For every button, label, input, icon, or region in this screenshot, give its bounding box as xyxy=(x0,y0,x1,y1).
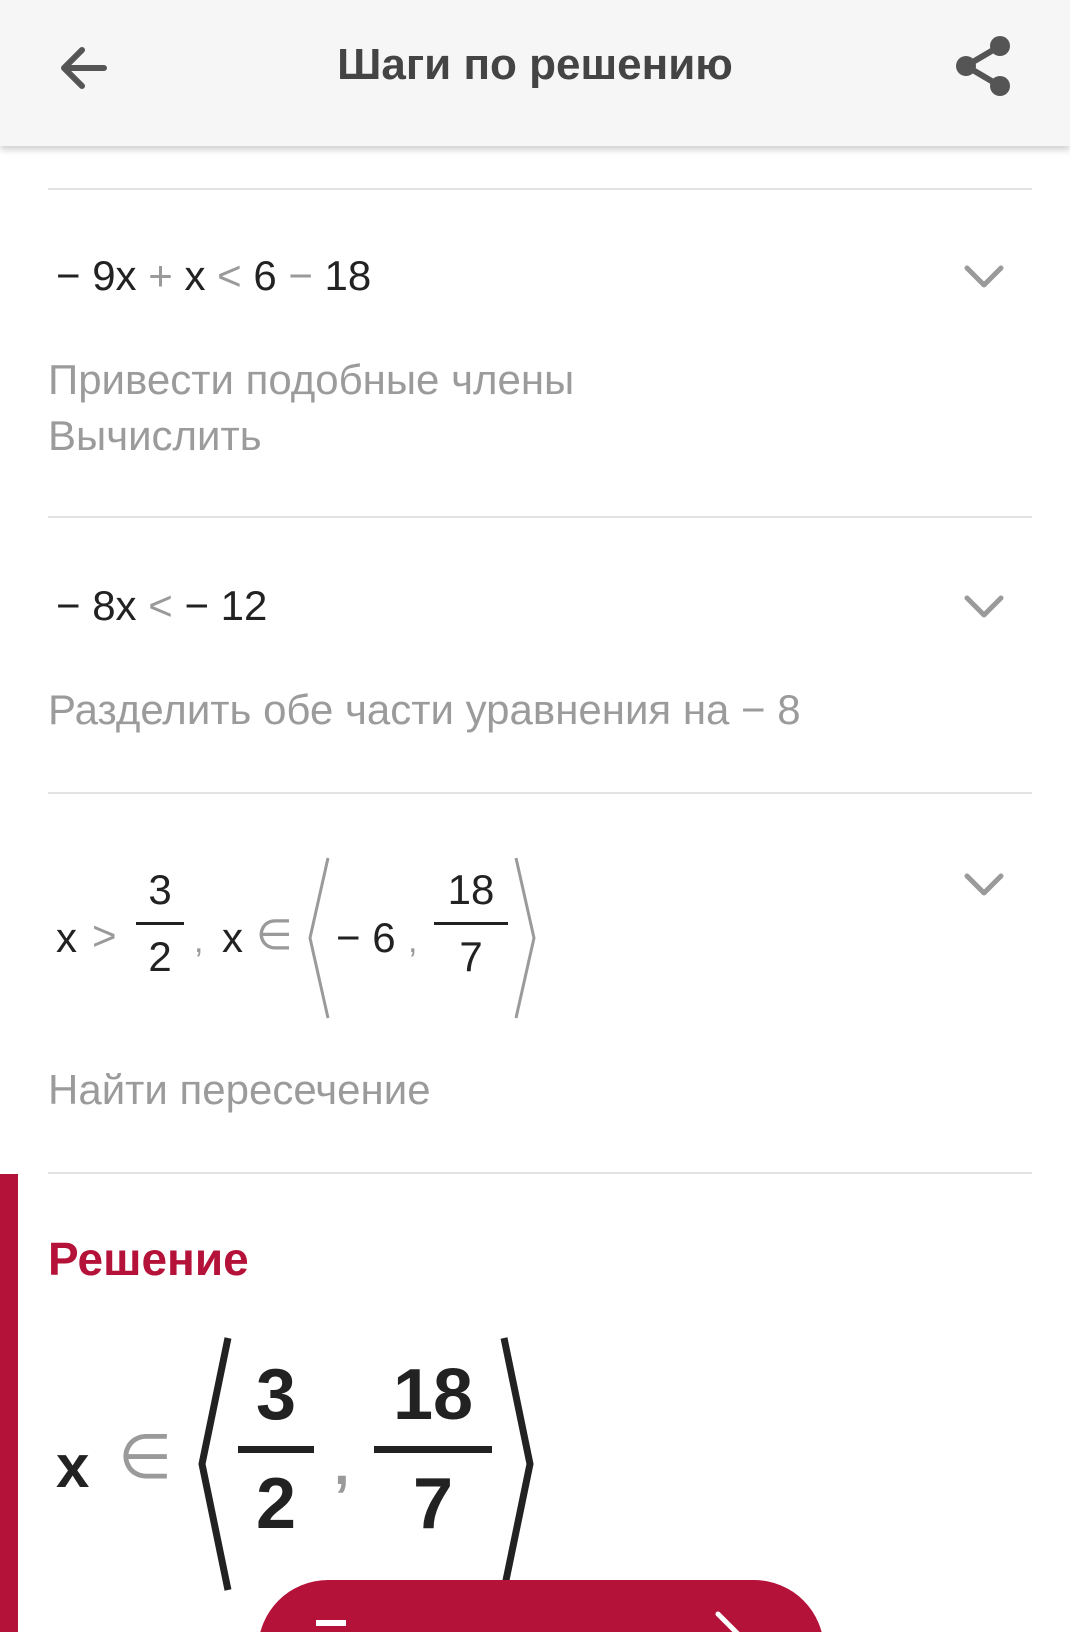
numerator: 3 xyxy=(255,1355,297,1435)
button-label-fragment xyxy=(316,1620,346,1626)
operator: + xyxy=(148,252,173,299)
term: − 8x xyxy=(56,582,137,629)
step-2-description xyxy=(48,682,801,738)
term: − 9x xyxy=(56,252,137,299)
fraction-bar xyxy=(374,1446,492,1453)
action-button[interactable] xyxy=(258,1580,824,1632)
description-line: Вычислить xyxy=(48,412,262,459)
variable: x xyxy=(222,914,243,961)
operator: > xyxy=(92,912,117,959)
right-angle-bracket xyxy=(498,1334,538,1594)
term: 18 xyxy=(324,252,372,299)
operator: < xyxy=(217,252,242,299)
fraction-bar xyxy=(238,1446,314,1453)
description-line: Привести подобные члены xyxy=(48,356,575,403)
divider xyxy=(48,516,1032,518)
divider xyxy=(48,1172,1032,1174)
fraction xyxy=(434,866,508,981)
chevron-down-icon[interactable] xyxy=(964,264,1004,290)
denominator: 7 xyxy=(459,933,483,980)
description-line: Разделить обе части уравнения на − 8 xyxy=(48,686,801,733)
share-icon[interactable] xyxy=(952,34,1016,98)
variable: x xyxy=(56,1433,90,1500)
divider xyxy=(48,792,1032,794)
solution-title: Решение xyxy=(48,1233,249,1285)
term: − 6 xyxy=(336,914,396,961)
right-angle-bracket xyxy=(512,856,538,1020)
comma: , xyxy=(194,922,204,960)
operator: − xyxy=(288,252,313,299)
variable: x xyxy=(56,914,77,961)
divider xyxy=(48,188,1032,190)
step-1-description xyxy=(48,352,574,464)
left-angle-bracket xyxy=(306,856,332,1020)
fraction xyxy=(238,1356,314,1543)
denominator: 2 xyxy=(255,1464,297,1544)
solution-accent-bar xyxy=(0,1174,18,1632)
step-3-description xyxy=(48,1062,431,1118)
comma: , xyxy=(408,922,418,960)
chevron-down-icon[interactable] xyxy=(964,594,1004,620)
step-2-expression xyxy=(56,582,267,630)
element-of-symbol: ∈ xyxy=(256,911,293,958)
app-bar xyxy=(0,0,1070,146)
element-of-symbol: ∈ xyxy=(118,1423,173,1492)
chevron-right-icon xyxy=(712,1610,752,1632)
comma: , xyxy=(334,1433,350,1496)
left-angle-bracket xyxy=(194,1334,234,1594)
page-title: Шаги по решению xyxy=(337,40,733,89)
description-line: Найти пересечение xyxy=(48,1066,431,1113)
fraction-bar xyxy=(434,922,508,925)
operator: < xyxy=(148,582,173,629)
numerator: 18 xyxy=(392,1355,474,1435)
numerator: 18 xyxy=(447,866,495,913)
term: 6 xyxy=(253,252,277,299)
denominator: 7 xyxy=(412,1464,454,1544)
numerator: 3 xyxy=(148,866,172,913)
denominator: 2 xyxy=(148,933,172,980)
fraction xyxy=(136,866,184,981)
chevron-down-icon[interactable] xyxy=(964,872,1004,898)
step-1-expression xyxy=(56,252,371,300)
fraction xyxy=(374,1356,492,1543)
fraction-bar xyxy=(136,922,184,925)
term: x xyxy=(184,252,206,299)
term: − 12 xyxy=(184,582,268,629)
